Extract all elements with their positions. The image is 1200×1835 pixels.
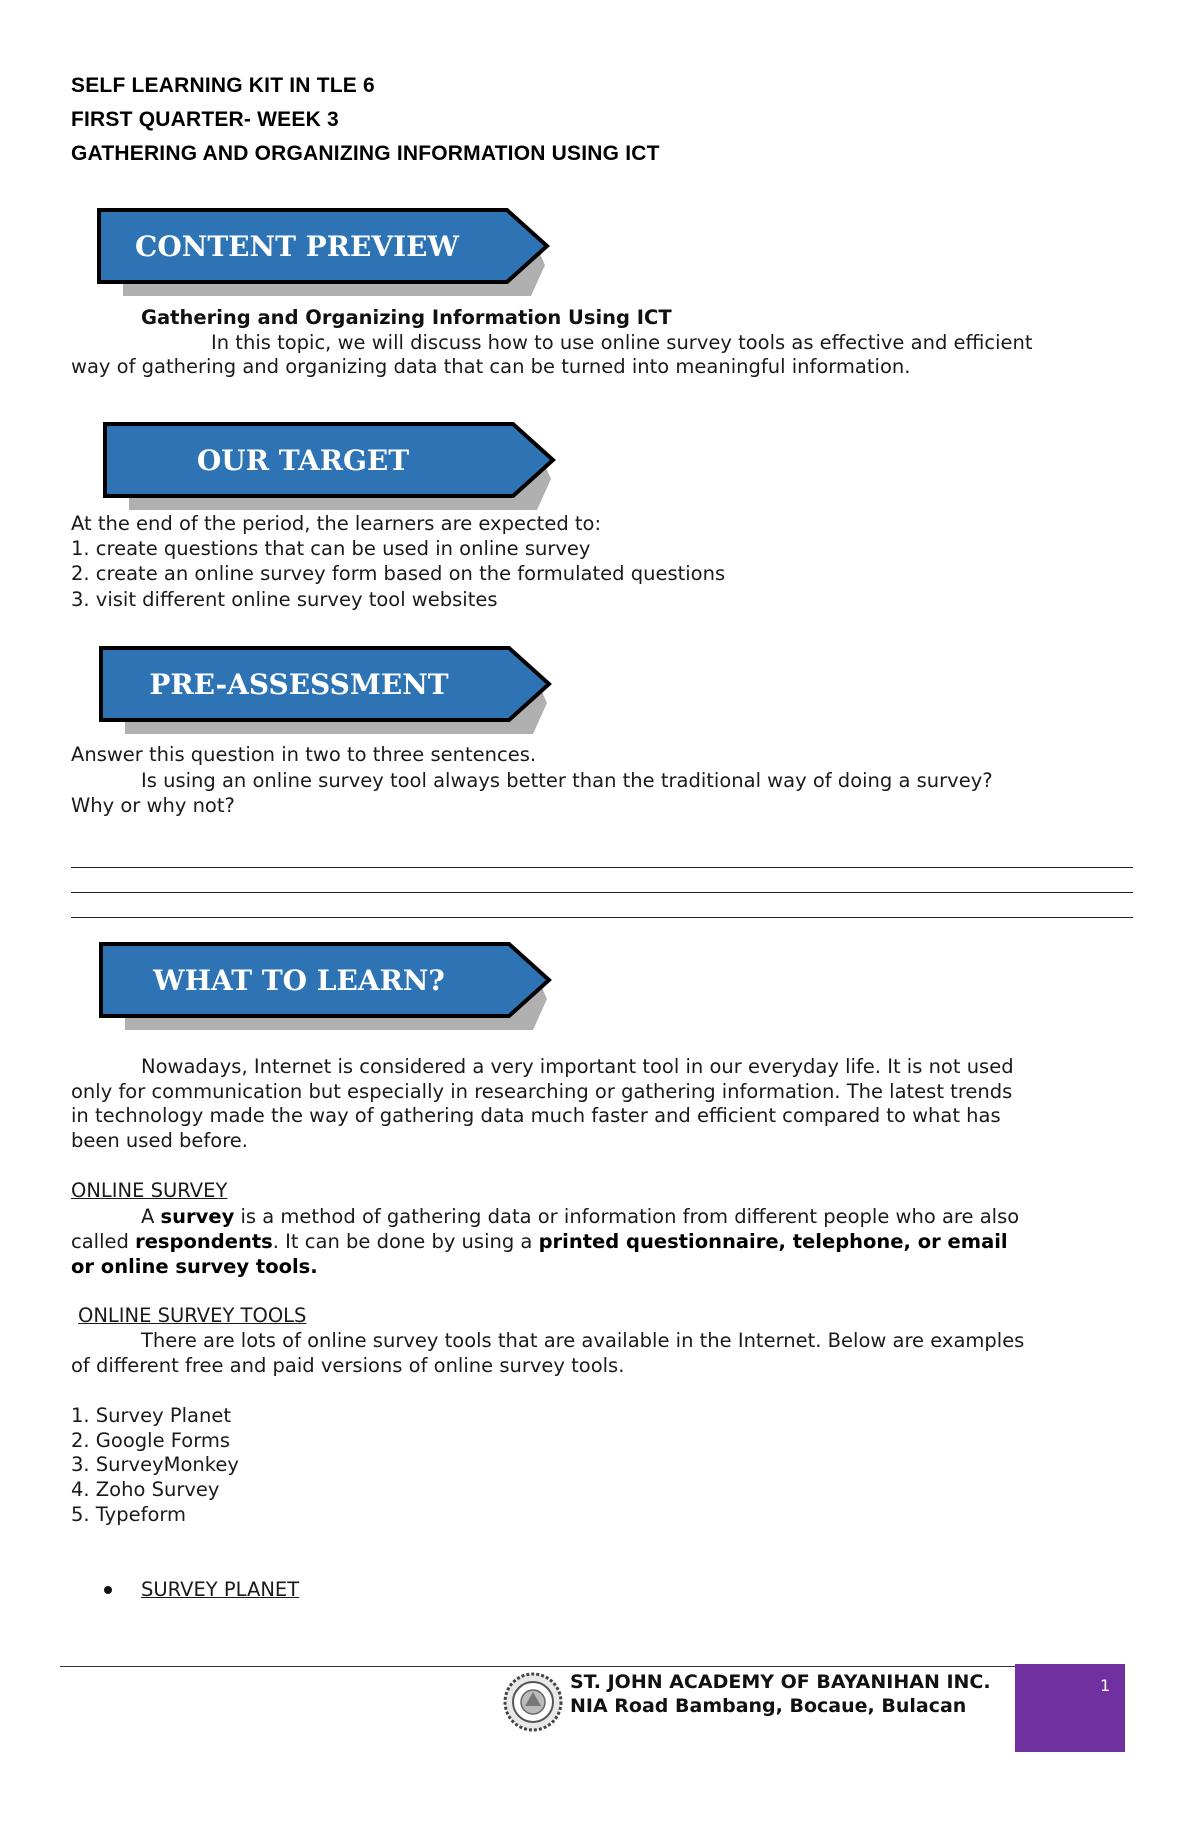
survey-tool-item-5: 5. Typeform xyxy=(71,1503,187,1526)
bullet-icon xyxy=(104,1586,112,1594)
footer-divider xyxy=(60,1666,1115,1667)
learn-intro-4: been used before. xyxy=(71,1129,248,1152)
online-survey-text-3 xyxy=(71,1254,318,1279)
text-run: called xyxy=(71,1230,136,1253)
school-address: NIA Road Bambang, Bocaue, Bulacan xyxy=(570,1695,967,1717)
online-survey-text-1 xyxy=(141,1204,1019,1229)
answer-line-2[interactable] xyxy=(71,892,1133,893)
school-seal-icon xyxy=(503,1672,563,1732)
content-preview-banner xyxy=(97,208,557,318)
answer-line-1[interactable] xyxy=(71,867,1133,868)
text-run: . It can be done by using a xyxy=(272,1230,539,1253)
our-target-label: OUR TARGET xyxy=(196,443,410,477)
bold-term-respondents: respondents xyxy=(135,1230,273,1253)
pre-assessment-question-1: Is using an online survey tool always better than the traditional way of doing a survey? xyxy=(141,769,993,792)
bold-term-survey: survey xyxy=(160,1205,235,1228)
answer-line-3[interactable] xyxy=(71,917,1133,918)
online-survey-tools-heading: ONLINE SURVEY TOOLS xyxy=(78,1304,307,1327)
pre-assessment-instruction: Answer this question in two to three sentences. xyxy=(71,743,537,766)
page-number: 1 xyxy=(1100,1676,1111,1695)
bold-term-methods: printed questionnaire, telephone, or email xyxy=(538,1230,1008,1253)
school-name: ST. JOHN ACADEMY OF BAYANIHAN INC. xyxy=(570,1671,991,1693)
text-run: is a method of gathering data or information from different people who are also xyxy=(234,1205,1020,1228)
pre-assessment-banner xyxy=(99,646,559,756)
survey-tools-text-1: There are lots of online survey tools that are available in the Internet. Below are examples xyxy=(141,1329,1025,1352)
learn-intro-2: only for communication but especially in researching or gathering information. The latest trends xyxy=(71,1080,1013,1103)
online-survey-text-2 xyxy=(71,1229,1008,1254)
survey-tools-text-2: of different free and paid versions of online survey tools. xyxy=(71,1354,625,1377)
doc-title-line-1: SELF LEARNING KIT IN TLE 6 xyxy=(71,74,375,97)
survey-planet-heading: SURVEY PLANET xyxy=(141,1578,300,1601)
what-to-learn-label: WHAT TO LEARN? xyxy=(153,963,445,997)
topic-title: Gathering and Organizing Information Using ICT xyxy=(141,306,672,329)
learn-intro-3: in technology made the way of gathering data much faster and efficient compared to what has xyxy=(71,1104,1001,1127)
doc-title-line-2: FIRST QUARTER- WEEK 3 xyxy=(71,108,339,131)
text-run: A xyxy=(141,1205,161,1228)
target-item-2: 2. create an online survey form based on the formulated questions xyxy=(71,562,726,585)
bold-term-online-tools: or online survey tools. xyxy=(71,1255,318,1278)
pre-assessment-question-2: Why or why not? xyxy=(71,794,235,817)
online-survey-heading: ONLINE SURVEY xyxy=(71,1179,228,1202)
survey-tool-item-2: 2. Google Forms xyxy=(71,1429,231,1452)
content-preview-text-2: way of gathering and organizing data that can be turned into meaningful information. xyxy=(71,355,911,378)
survey-tool-item-1: 1. Survey Planet xyxy=(71,1404,231,1427)
learn-intro-1: Nowadays, Internet is considered a very important tool in our everyday life. It is not used xyxy=(141,1055,1014,1078)
content-preview-label: CONTENT PREVIEW xyxy=(135,229,459,263)
what-to-learn-banner xyxy=(99,942,559,1052)
pre-assessment-label: PRE-ASSESSMENT xyxy=(149,667,449,701)
content-preview-text-1: In this topic, we will discuss how to use online survey tools as effective and efficient xyxy=(211,331,1033,354)
target-intro: At the end of the period, the learners are expected to: xyxy=(71,512,602,535)
doc-title-line-3: GATHERING AND ORGANIZING INFORMATION USING ICT xyxy=(71,142,660,165)
school-info xyxy=(570,1670,991,1718)
target-item-3: 3. visit different online survey tool websites xyxy=(71,588,498,611)
target-item-1: 1. create questions that can be used in online survey xyxy=(71,537,591,560)
survey-tool-item-3: 3. SurveyMonkey xyxy=(71,1453,239,1476)
survey-tool-item-4: 4. Zoho Survey xyxy=(71,1478,220,1501)
